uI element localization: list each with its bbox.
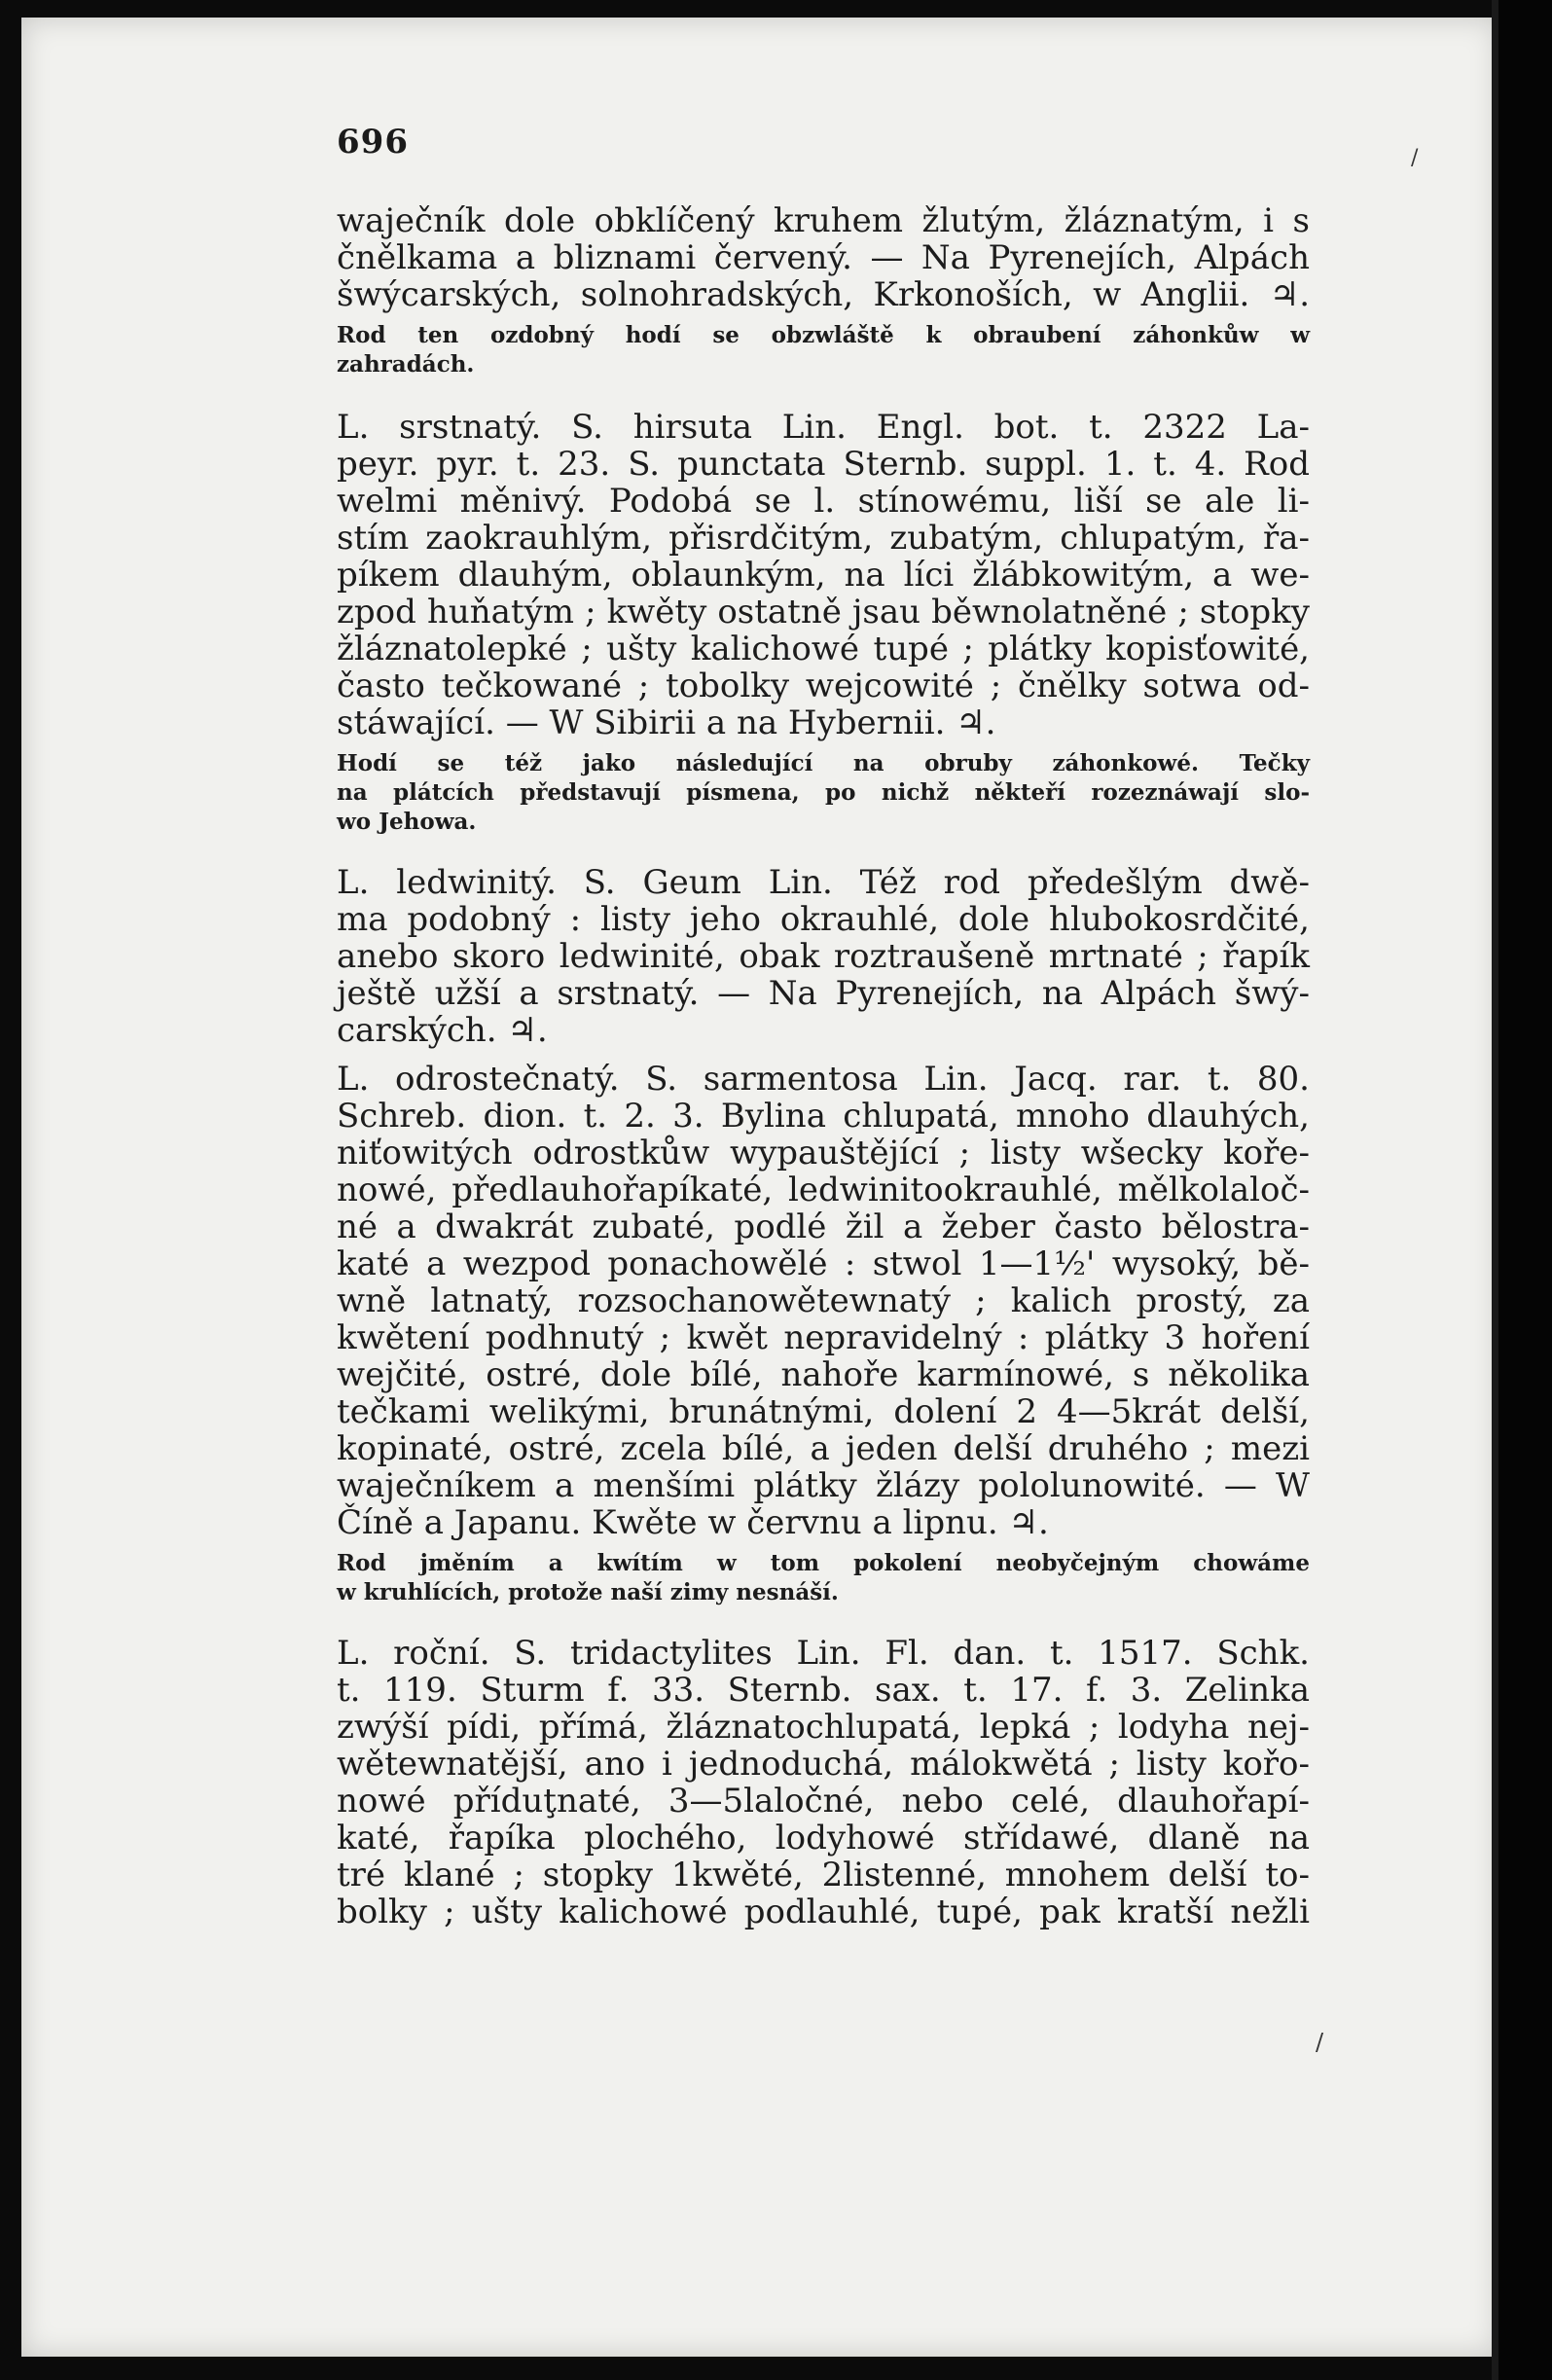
- text-line: stáwající. — W Sibirii a na Hybernii. ♃.: [337, 703, 996, 742]
- note-line: Rod ten ozdobný hodí se obzwláště k obraubení záhonkůw w: [337, 322, 1310, 348]
- text-line: anebo skoro ledwinité, obak roztraušeně mrtnaté ; řapík: [337, 937, 1310, 976]
- scan-speck: /: [1411, 146, 1419, 170]
- note-line: zahradách.: [337, 351, 475, 378]
- text-line: nowé, předlauhořapíkaté, ledwinitookrauhlé, mělkolaloč-: [337, 1171, 1310, 1209]
- text-line: šwýcarských, solnohradských, Krkonoších, w Anglii. ♃.: [337, 275, 1310, 314]
- text-line: L. srstnatý. S. hirsuta Lin. Engl. bot. t. 2322 La-: [337, 408, 1310, 447]
- text-line: stím zaokrauhlým, přisrdčitým, zubatým, chlupatým, řa-: [337, 519, 1310, 558]
- text-line: niťowitých odrostkůw wypauštějící ; listy wšecky koře-: [337, 1134, 1310, 1172]
- text-line: t. 119. Sturm f. 33. Sternb. sax. t. 17. f. 3. Zelinka: [337, 1671, 1310, 1710]
- note-line: w kruhlících, protože naší zimy nesnáší.: [337, 1579, 839, 1605]
- note-line: Rod jměním a kwítím w tom pokolení neobyčejným chowáme: [337, 1550, 1310, 1576]
- text-line: nowé příduţnaté, 3—5laločné, nebo celé, dlauhořapí-: [337, 1782, 1310, 1821]
- note-line: Hodí se též jako následující na obruby záhonkowé. Tečky: [337, 750, 1310, 776]
- note-line: na plátcích představují písmena, po nichž někteří rozeznáwají slo-: [337, 779, 1310, 806]
- text-line: katé, řapíka plochého, lodyhowé střídawé, dlaně na: [337, 1819, 1310, 1857]
- text-line: L. odrostečnatý. S. sarmentosa Lin. Jacq. rar. t. 80.: [337, 1060, 1310, 1099]
- note-line: wo Jehowa.: [337, 809, 477, 835]
- text-line: žláznatolepké ; ušty kalichowé tupé ; plátky kopisťowité,: [337, 630, 1310, 668]
- text-line: čnělkama a bliznami červený. — Na Pyrenejích, Alpách: [337, 238, 1310, 277]
- text-line: kwětení podhnutý ; kwět nepravidelný : plátky 3 hoření: [337, 1318, 1310, 1357]
- scan-speck: /: [1316, 2029, 1324, 2056]
- text-line: tré klané ; stopky 1kwěté, 2listenné, mnohem delší to-: [337, 1856, 1310, 1894]
- text-line: tečkami welikými, brunátnými, dolení 2 4—5krát delší,: [337, 1392, 1310, 1431]
- text-line: ma podobný : listy jeho okrauhlé, dole hlubokosrdčité,: [337, 900, 1310, 939]
- text-line: né a dwakrát zubaté, podlé žil a žeber často bělostra-: [337, 1208, 1310, 1246]
- text-line: waječníkem a menšími plátky žlázy pololunowité. — W: [337, 1466, 1310, 1505]
- text-line: Schreb. dion. t. 2. 3. Bylina chlupatá, mnoho dlauhých,: [337, 1097, 1310, 1136]
- text-line: píkem dlauhým, oblaunkým, na líci žlábkowitým, a we-: [337, 556, 1310, 595]
- text-line: zwýší pídi, přímá, žláznatochlupatá, lepká ; lodyha nej-: [337, 1708, 1310, 1747]
- text-line: ještě užší a srstnatý. — Na Pyrenejích, na Alpách šwý-: [337, 974, 1310, 1013]
- scan-border: [1498, 0, 1552, 2380]
- text-line: welmi měnivý. Podobá se l. stínowému, liší se ale li-: [337, 482, 1310, 521]
- page-number: 696: [337, 123, 409, 162]
- text-line: katé a wezpod ponachowělé : stwol 1—1½' wysoký, bě-: [337, 1244, 1310, 1283]
- text-line: peyr. pyr. t. 23. S. punctata Sternb. suppl. 1. t. 4. Rod: [337, 445, 1310, 484]
- text-line: bolky ; ušty kalichowé podlauhlé, tupé, pak kratší nežli: [337, 1893, 1310, 1931]
- text-line: často tečkowané ; tobolky wejcowité ; čnělky sotwa od-: [337, 667, 1310, 705]
- text-line: wejčité, ostré, dole bílé, nahoře karmínowé, s několika: [337, 1355, 1310, 1394]
- text-line: L. ledwinitý. S. Geum Lin. Též rod předešlým dwě-: [337, 863, 1310, 902]
- text-line: zpod huňatým ; kwěty ostatně jsau běwnolatněné ; stopky: [337, 593, 1310, 631]
- text-line: kopinaté, ostré, zcela bílé, a jeden delší druhého ; mezi: [337, 1429, 1310, 1468]
- text-line: wně latnatý, rozsochanowětewnatý ; kalich prostý, za: [337, 1281, 1310, 1320]
- text-line: carských. ♃.: [337, 1011, 548, 1050]
- text-line: wětewnatější, ano i jednoduchá, málokwětá ; listy kořo-: [337, 1745, 1310, 1784]
- text-line: Číně a Japanu. Kwěte w červnu a lipnu. ♃.: [337, 1503, 1049, 1542]
- text-line: waječník dole obklíčený kruhem žlutým, žláznatým, i s: [337, 201, 1310, 240]
- text-line: L. roční. S. tridactylites Lin. Fl. dan. t. 1517. Schk.: [337, 1634, 1310, 1673]
